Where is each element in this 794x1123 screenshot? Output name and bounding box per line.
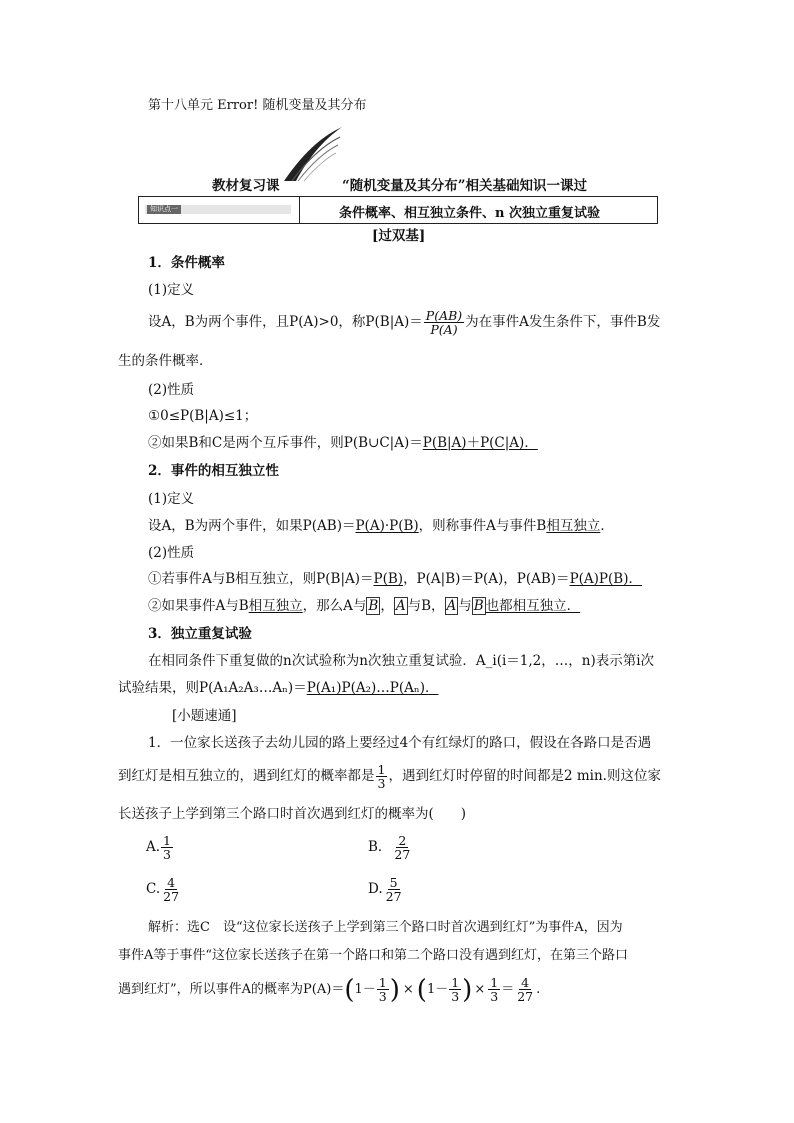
solution-times-1: ×: [402, 982, 414, 998]
q1-frac-num: 1: [377, 762, 386, 777]
s1-prop2-b: P(B|A)＋P(C|A)．: [422, 435, 538, 451]
header-right: “随机变量及其分布”相关基础知识一课过: [342, 178, 588, 194]
s2-prop1-a: ①若事件A与B相互独立，则P(B|A)＝: [148, 571, 374, 587]
s1-def-a: 设A，B为两个事件，且P(A)>0，称P(B|A)＝: [148, 313, 423, 330]
solution-line3: [118, 976, 540, 1003]
option-c-den: 27: [163, 889, 180, 905]
sol-f3-num: 1: [490, 975, 499, 990]
solution-line2: 事件A等于事件“这位家长送孩子在第一个路口和第二个路口没有遇到红灯，在第三个路口: [118, 948, 629, 963]
option-c[interactable]: [146, 876, 182, 903]
solution-line1: 解析：选C 设“这位家长送孩子上学到第三个路口时首次遇到红灯”为事件A，因为: [148, 920, 623, 935]
solution-frac-3: [488, 976, 500, 1003]
s2-prop2-c: ，那么A与: [302, 598, 367, 614]
s1-def-num: P(AB): [425, 308, 463, 323]
s2-prop2: [148, 600, 580, 614]
solution-one-minus-1: 1－: [354, 982, 376, 998]
section-label: [过双基]: [372, 228, 426, 244]
tag-heading: 条件概率、相互独立条件、n 次独立重复试验: [339, 206, 600, 221]
sol-res-num: 4: [521, 975, 530, 990]
paren-open-1: (: [344, 974, 355, 1005]
solution-one-minus-2: 1－: [426, 982, 449, 998]
s2-def-b: P(A)·P(B): [355, 518, 419, 534]
q1-line2: [118, 763, 661, 790]
solution-eq: ＝: [501, 982, 515, 998]
s1-def-den: P(A): [430, 322, 458, 338]
s2-title: 2．事件的相互独立性: [148, 463, 279, 479]
s2-prop-title: (2)性质: [148, 545, 195, 561]
s1-prop-title: (2)性质: [148, 382, 195, 398]
option-a-frac: [161, 834, 173, 861]
option-a-den: 3: [163, 847, 171, 863]
s1-def-frac: [424, 309, 464, 336]
s2-prop2-h: A: [446, 598, 457, 614]
s3-line2-a: 试验结果，则P(A₁A₂A₃…Aₙ)＝: [118, 680, 307, 696]
sol-f2-num: 1: [451, 975, 460, 990]
s2-def-c: ，则称事件A与事件B: [418, 518, 547, 534]
option-c-label: C.: [146, 880, 161, 897]
tag-cell: [139, 197, 300, 223]
s3-line2-b: P(A₁)P(A₂)…P(Aₙ)．: [306, 680, 439, 696]
q1-line1: 1．一位家长送孩子去幼儿园的路上要经过4个有红绿灯的路口，假设在各路口是否遇: [148, 735, 652, 751]
s2-prop2-a: ②如果事件A与B: [148, 598, 249, 614]
option-c-frac: [161, 876, 181, 903]
s1-prop1: ①0≤P(B|A)≤1；: [148, 408, 258, 424]
q1-frac-den: 3: [377, 776, 386, 792]
paren-close-1: ): [389, 974, 400, 1005]
sol-f1-den: 3: [378, 989, 387, 1005]
s2-prop1-d: P(A)P(B)．: [569, 571, 642, 587]
option-b-frac: [392, 834, 412, 861]
option-a[interactable]: [146, 834, 174, 861]
s2-prop2-e: ，: [380, 598, 394, 614]
solution-times-2: ×: [474, 982, 486, 998]
option-d-den: 27: [385, 889, 402, 905]
q1-line2-a: 到红灯是相互独立的，遇到红灯的概率都是: [118, 767, 375, 784]
option-b[interactable]: [368, 834, 413, 861]
solution-frac-2: [449, 976, 461, 1003]
sol-f2-den: 3: [451, 989, 460, 1005]
swoosh-decoration: [282, 125, 344, 183]
s2-prop2-f: A: [395, 598, 406, 614]
option-a-label: A.: [146, 838, 161, 855]
option-b-den: 27: [394, 847, 411, 863]
sol-f1-num: 1: [378, 975, 387, 990]
option-b-num: 2: [398, 833, 407, 848]
solution-line3-a: 遇到红灯”，所以事件A的概率为P(A)＝: [118, 982, 345, 998]
solution-end: .: [536, 982, 541, 998]
sol-res-den: 27: [517, 989, 534, 1005]
option-d-num: 5: [389, 875, 398, 890]
s2-prop2-d: B: [368, 598, 379, 614]
solution-result: [515, 976, 535, 1003]
s2-def-title: (1)定义: [148, 491, 195, 507]
s2-prop2-j: B: [473, 598, 484, 614]
q1-line2-b: ，遇到红灯时停留的时间都是2 min.则这位家: [388, 767, 661, 784]
q1-line3: 长送孩子上学到第三个路口时首次遇到红灯的概率为( ): [118, 806, 467, 822]
tag-label: 知识点一: [147, 205, 181, 214]
s1-prop2: [148, 437, 538, 451]
s2-def-d: 相互独立: [546, 518, 601, 534]
s2-def-e: ．: [600, 518, 614, 534]
s1-def-c: 生的条件概率．: [118, 353, 213, 369]
option-b-label: B．: [368, 838, 392, 855]
knowledge-box: [138, 196, 658, 224]
s3-line1: 在相同条件下重复做的n次试验称为n次独立重复试验．A_i(i＝1,2，…，n)表示第i次: [148, 653, 655, 669]
s1-def-b: 为在事件A发生条件下，事件B发: [465, 313, 661, 330]
s1-title: 1．条件概率: [148, 255, 225, 271]
s2-def-line: [148, 520, 614, 534]
s2-prop2-k: 也都相互独立．: [485, 598, 581, 614]
paren-close-2: ): [462, 974, 473, 1005]
practice-label: [小题速通]: [172, 708, 237, 724]
solution-frac-1: [377, 976, 389, 1003]
s3-line2: [118, 682, 438, 696]
s2-prop2-b: 相互独立: [248, 598, 303, 614]
option-a-num: 1: [163, 833, 171, 848]
s1-prop2-a: ②如果B和C是两个互斥事件，则P(B∪C|A)＝: [148, 435, 423, 451]
s2-prop2-i: 与: [458, 598, 472, 614]
s2-prop1-c: ，P(A|B)＝P(A)，P(AB)＝: [403, 571, 570, 587]
s2-prop1: [148, 573, 642, 587]
option-d-label: D.: [368, 880, 383, 897]
sol-f3-den: 3: [490, 989, 499, 1005]
s1-def-title: (1)定义: [148, 282, 195, 298]
s2-def-a: 设A，B为两个事件，如果P(AB)＝: [148, 518, 356, 534]
unit-title: 第十八单元 Error! 随机变量及其分布: [148, 98, 367, 113]
s1-def-line: [148, 309, 660, 336]
paren-open-2: (: [416, 974, 427, 1005]
header-left: 教材复习课: [212, 178, 280, 194]
q1-line2-frac: [376, 763, 388, 790]
option-d-frac: [384, 876, 404, 903]
option-d[interactable]: [368, 876, 405, 903]
s2-prop2-g: 与B，: [407, 598, 445, 614]
option-c-num: 4: [167, 875, 176, 890]
s2-prop1-b: P(B): [373, 571, 404, 587]
s3-title: 3．独立重复试验: [148, 626, 252, 642]
